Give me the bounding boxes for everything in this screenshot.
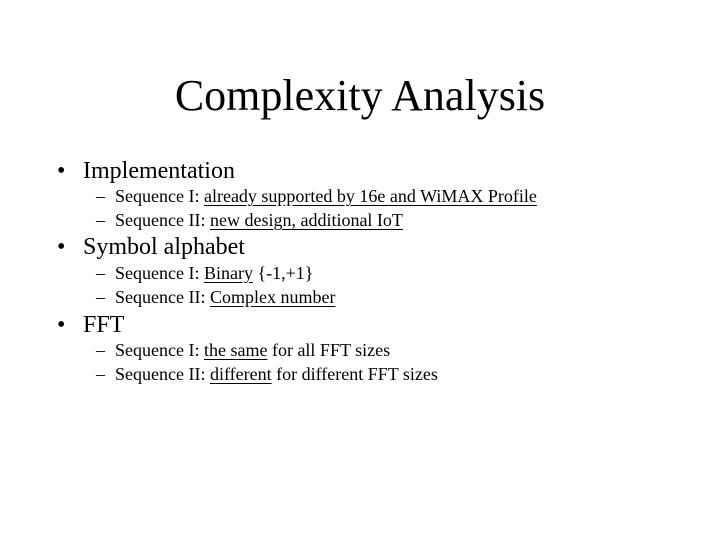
sub-item-suffix: for all FFT sizes [267, 340, 391, 360]
sub-item-prefix: Sequence II: [115, 364, 210, 384]
sub-item-underlined: already supported by 16e and WiMAX Profile [203, 186, 537, 206]
sub-item-underlined: the same [203, 340, 268, 360]
dash-icon: – [96, 364, 105, 384]
sub-item-underlined: new design, additional IoT [209, 210, 403, 230]
sub-item-underlined: Binary [203, 263, 253, 283]
dash-icon: – [96, 263, 105, 283]
sub-item-prefix: Sequence II: [115, 210, 210, 230]
dash-icon: – [96, 287, 105, 307]
sub-item-suffix: {-1,+1} [252, 263, 314, 283]
sub-item [96, 286, 335, 308]
sub-item [96, 185, 537, 207]
sub-item-prefix: Sequence I: [115, 186, 204, 206]
sub-item [96, 262, 313, 284]
dash-icon: – [96, 186, 105, 206]
bullet-fft [57, 310, 124, 340]
bullet-icon: • [57, 234, 66, 260]
bullet-icon: • [57, 312, 66, 338]
sub-item [96, 209, 403, 231]
sub-item-underlined: Complex number [209, 287, 336, 307]
sub-item [96, 339, 390, 361]
bullet-icon: • [57, 158, 66, 184]
dash-icon: – [96, 210, 105, 230]
bullet-heading: FFT [83, 312, 125, 338]
bullet-heading: Symbol alphabet [83, 234, 245, 260]
sub-item-suffix: for different FFT sizes [271, 364, 438, 384]
sub-item-underlined: different [209, 364, 272, 384]
bullet-symbol-alphabet [57, 232, 245, 262]
sub-item-prefix: Sequence I: [115, 263, 204, 283]
sub-item-prefix: Sequence II: [115, 287, 210, 307]
bullet-implementation [57, 156, 235, 186]
sub-item-prefix: Sequence I: [115, 340, 204, 360]
sub-item [96, 363, 438, 385]
bullet-heading: Implementation [83, 158, 235, 184]
slide-title: Complexity Analysis [174, 71, 546, 120]
dash-icon: – [96, 340, 105, 360]
